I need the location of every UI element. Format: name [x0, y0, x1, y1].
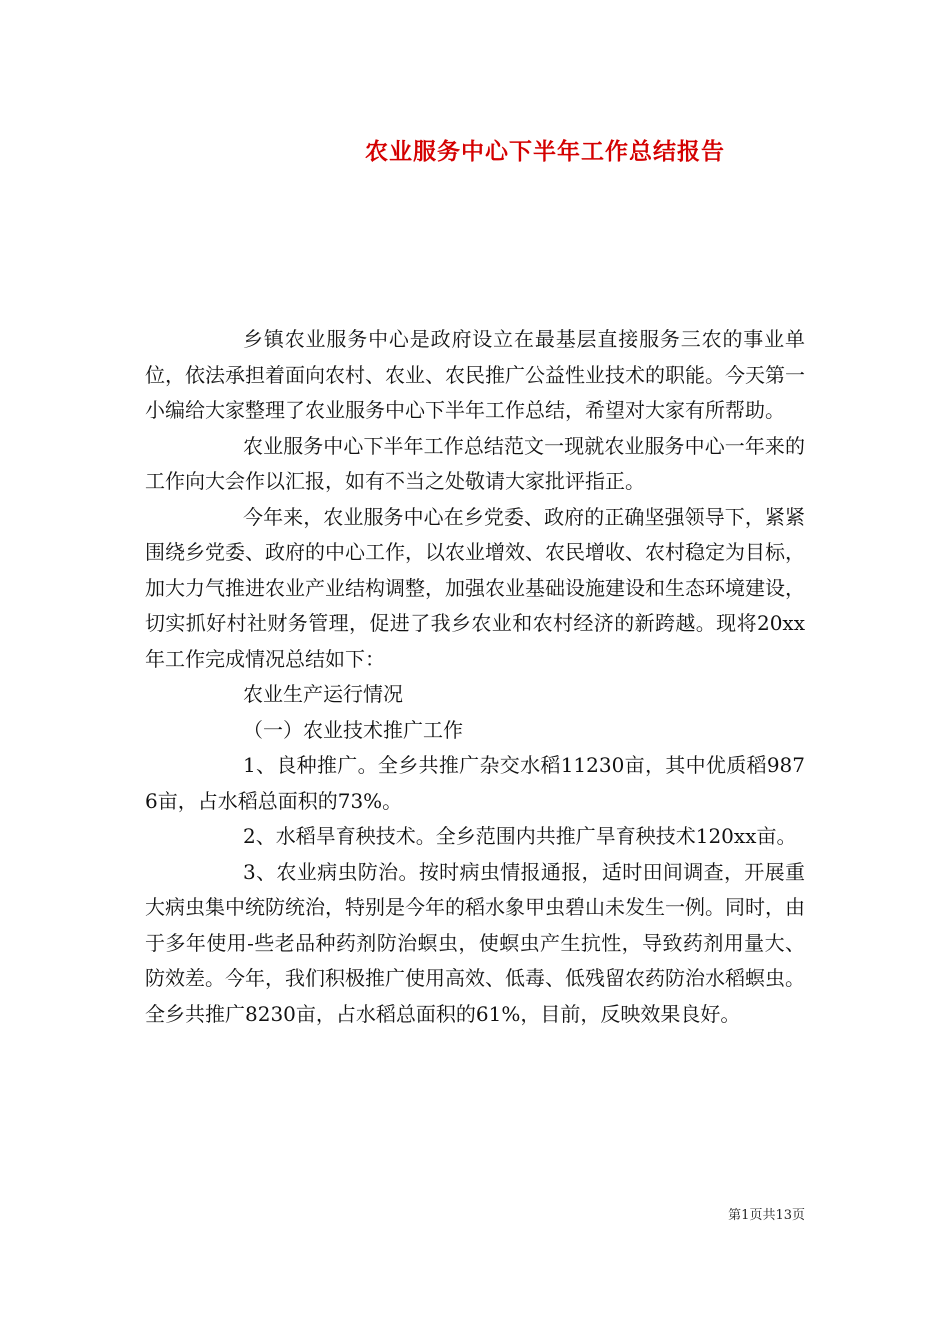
subsection-heading: （一）农业技术推广工作: [243, 717, 463, 742]
page-number: 第1页共13页: [728, 1208, 805, 1223]
intro-paragraph: 乡镇农业服务中心是政府设立在最基层直接服务三农的事业单位，依法承担着面向农村、农业、农民推广公益性业技术的职能。今天第一小编给大家整理了农业服务中心下半年工作总结，希望对大家有所帮助。: [145, 327, 805, 422]
document-body: [145, 322, 805, 1032]
document-title: 农业服务中心下半年工作总结报告: [365, 138, 725, 165]
item-seed-promotion: 1、良种推广。全乡共推广杂交水稻11230亩，其中优质稻9876亩，占水稻总面积的73%。: [145, 753, 805, 813]
section-heading: 农业生产运行情况: [243, 682, 403, 706]
item-pest-control: 3、农业病虫防治。按时病虫情报通报，适时田间调查，开展重大病虫集中统防统治，特别是今年的稻水象甲虫碧山未发生一例。同时，由于多年使用-些老品种药剂防治螟虫，使螟虫产生抗性，导致药剂用量大、防效差。今年，我们积极推广使用高效、低毒、低残留农药防治水稻螟虫。全乡共推广8230亩，占水稻总面积的61%，目前，反映效果良好。: [145, 859, 805, 1026]
preface-paragraph: 农业服务中心下半年工作总结范文一现就农业服务中心一年来的工作向大会作以汇报，如有不当之处敬请大家批评指正。: [145, 433, 805, 493]
overview-paragraph: 今年来，农业服务中心在乡党委、政府的正确坚强领导下，紧紧围绕乡党委、政府的中心工作，以农业增效、农民增收、农村稳定为目标，加大力气推进农业产业结构调整，加强农业基础设施建设和生态环境建设，切实抓好村社财务管理，促进了我乡农业和农村经济的新跨越。现将20xx年工作完成情况总结如下：: [145, 504, 805, 671]
item-seedling-technique: 2、水稻旱育秧技术。全乡范围内共推广旱育秧技术120xx亩。: [243, 824, 797, 848]
